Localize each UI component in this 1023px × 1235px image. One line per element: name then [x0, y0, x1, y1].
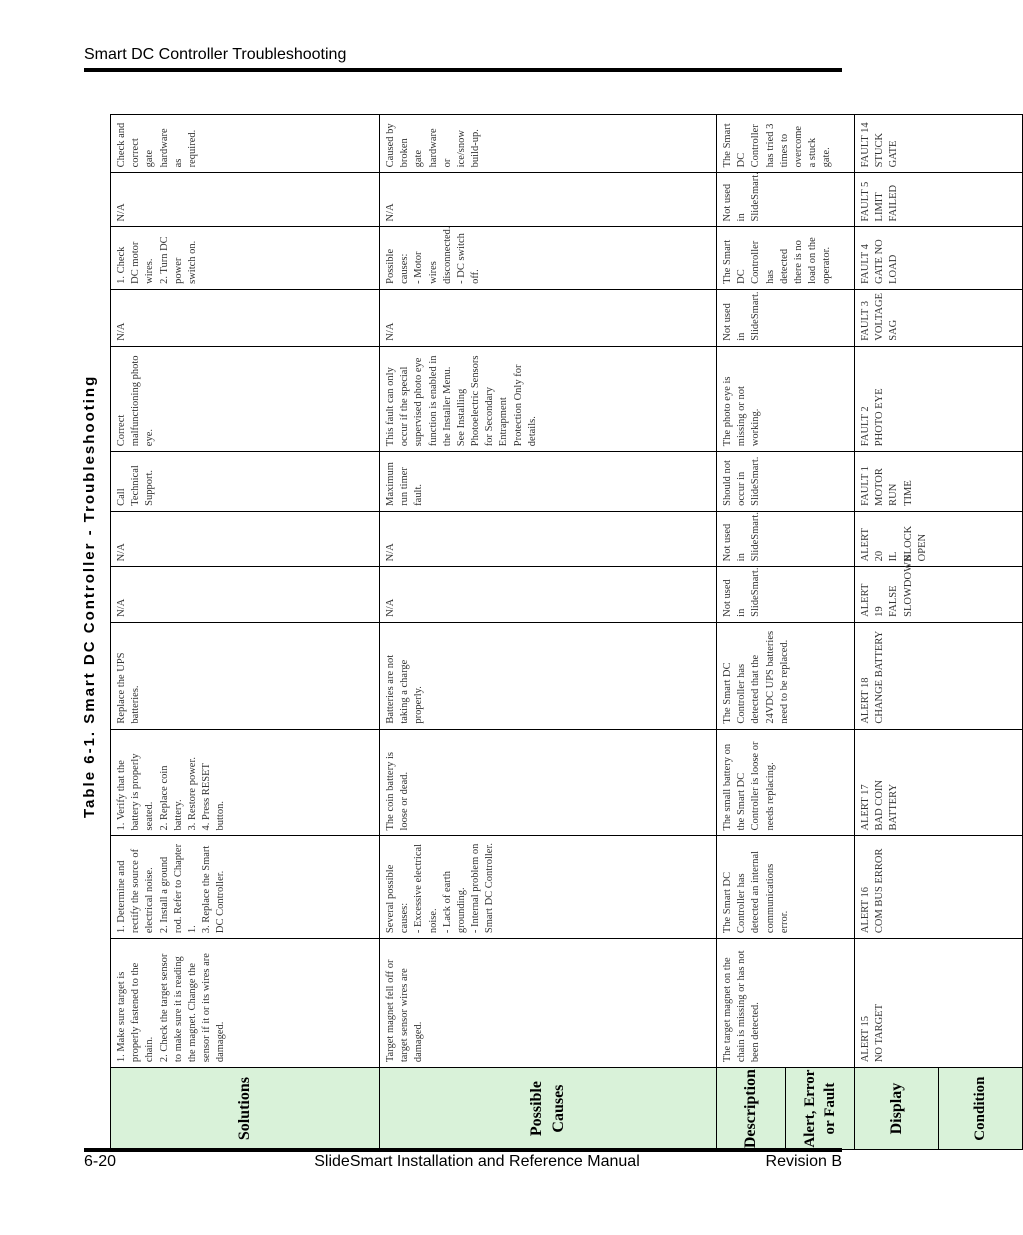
cell-line: N/A [385, 322, 396, 341]
cell-line: ALERT 15 [860, 1016, 871, 1063]
cell-line: VOLTAGE SAG [874, 292, 900, 341]
manual-title: SlideSmart Installation and Reference Manual [314, 1153, 640, 1170]
cell-line: FALSE SLOWDOWN [888, 554, 914, 617]
condition-subheader: Condition [972, 1076, 989, 1141]
cell-line: COM BUS ERROR [874, 848, 886, 934]
display-group-header: Display [855, 1068, 939, 1149]
cell-condition [855, 173, 1023, 227]
cell-line: The coin battery is loose or dead. [385, 752, 411, 831]
cell-solutions [111, 227, 380, 289]
cell-line: ALERT 18 [860, 677, 871, 724]
band-alert-description [717, 115, 855, 1150]
band-possible-causes [380, 115, 717, 1150]
cell-solutions [111, 452, 380, 512]
cell-solutions [111, 939, 380, 1068]
cell-condition [855, 227, 1023, 289]
cell-line: LIMIT FAILED [874, 184, 900, 222]
cell-line: ALERT 19 [860, 583, 886, 617]
cell-possible-causes [380, 567, 717, 622]
cell-line: GATE NO LOAD [874, 239, 900, 284]
cell-solutions [111, 115, 380, 173]
cell-solutions [111, 729, 380, 836]
cell-line: The photo eye is missing or not working. [722, 376, 762, 447]
cell-line: The target magnet on the chain is missing or has not been detected. [722, 950, 762, 1063]
cell-line: ALERT 16 [860, 887, 871, 934]
cell-line: 2. Turn DC power switch on. [158, 236, 198, 284]
cell-solutions [111, 567, 380, 622]
cell-line: FAULT 5 [860, 181, 871, 222]
cell-possible-causes [380, 115, 717, 173]
cell-line: Target magnet fell off or target sensor wires are damaged. [385, 959, 425, 1063]
cell-possible-causes [380, 939, 717, 1068]
cell-condition [855, 452, 1023, 512]
cell-condition [855, 836, 1023, 939]
troubleshooting-table-container [110, 114, 989, 1150]
cell-condition [855, 729, 1023, 836]
cell-line: The Smart DC Controller has detected an internal communications error. [722, 850, 790, 934]
cell-line: FAULT 3 [860, 300, 871, 341]
cell-line: STUCK GATE [874, 132, 900, 168]
possible-causes-header: Possible Causes [380, 1068, 717, 1150]
cell-solutions [111, 622, 380, 729]
cell-alert-description [717, 115, 855, 173]
cell-line: 3. Replace the Smart DC Controller. [201, 845, 227, 934]
cell-line: N/A [385, 598, 396, 617]
cell-line: Caused by broken gate hardware or ice/snow build-up. [385, 123, 482, 168]
cell-line: Not used in SlideSmart. [722, 512, 762, 562]
cell-line: N/A [385, 203, 396, 222]
cell-line: 1. Make sure target is properly fastened to the chain. [116, 962, 156, 1063]
cell-line: FAULT 14 [860, 122, 871, 168]
cell-condition [855, 346, 1023, 451]
solutions-header: Solutions [111, 1068, 380, 1150]
cell-condition [855, 939, 1023, 1068]
condition-header [855, 1068, 1023, 1150]
cell-line: FAULT 1 [860, 466, 871, 506]
cell-line: 1. Verify that the battery is properly seated. [116, 753, 156, 831]
cell-possible-causes [380, 729, 717, 836]
cell-line: BAD COIN BATTERY [874, 780, 900, 831]
cell-alert-description [717, 622, 855, 729]
cell-line: - Lack of earth grounding. [441, 871, 467, 934]
cell-alert-description [717, 452, 855, 512]
cell-line: - DC switch off. [455, 233, 482, 284]
description-group-header: Description [717, 1068, 786, 1149]
cell-line: Not used in SlideSmart. [722, 172, 762, 222]
cell-possible-causes [380, 452, 717, 512]
cell-line: 4. Press RESET button. [201, 763, 227, 831]
cell-possible-causes [380, 622, 717, 729]
cell-line: 1. Check DC motor wires. [116, 241, 156, 284]
cell-possible-causes [380, 511, 717, 566]
cell-line: This fault can only occur if the special supervised photo eye function is enabled in the Installer Menu. See Installing Photoelectric Sensors for Secondary Entrapment Protection Only for details. [385, 355, 538, 447]
cell-line: PHOTO EYE [874, 388, 886, 447]
cell-condition [855, 289, 1023, 346]
cell-solutions [111, 346, 380, 451]
cell-alert-description [717, 289, 855, 346]
cell-alert-description [717, 173, 855, 227]
cell-solutions [111, 289, 380, 346]
alert-description-subheader: Alert, Error or Fault [801, 1069, 838, 1148]
alert-description-header [717, 1068, 855, 1150]
cell-line: FAULT 2 [860, 406, 871, 447]
cell-possible-causes [380, 346, 717, 451]
cell-alert-description [717, 346, 855, 451]
cell-line: The Smart DC Controller has detected there is no load on the operator. [722, 237, 833, 284]
band-condition [855, 115, 1023, 1150]
cell-solutions [111, 511, 380, 566]
cell-line: Should not occur in SlideSmart. [722, 456, 762, 506]
cell-line: The Smart DC Controller has detected that the 24VDC UPS batteries need to be replaced. [722, 630, 790, 724]
cell-line: Maximum run timer fault. [385, 462, 425, 506]
cell-line: Possible causes: [385, 248, 411, 284]
cell-line: Correct malfunctioning photo eye. [116, 355, 156, 447]
cell-line: Replace the UPS batteries. [116, 652, 142, 724]
cell-alert-description [717, 227, 855, 289]
cell-line: NO TARGET [874, 1003, 886, 1063]
cell-alert-description [717, 729, 855, 836]
cell-solutions [111, 173, 380, 227]
cell-line: CHANGE BATTERY [874, 630, 886, 724]
cell-line: Several possible causes: [385, 864, 411, 934]
cell-possible-causes [380, 173, 717, 227]
cell-line: FAULT 4 [860, 244, 871, 284]
revision-label: Revision B [765, 1153, 842, 1170]
table-caption: Table 6-1. Smart DC Controller - Troubleshooting [81, 374, 98, 818]
cell-line: Check and correct gate hardware as required. [116, 122, 198, 168]
cell-line: N/A [116, 543, 127, 562]
cell-line: N/A [116, 598, 127, 617]
cell-line: Not used in SlideSmart. [722, 567, 762, 617]
cell-line: The small battery on the Smart DC Controller is loose or needs replacing. [722, 741, 776, 831]
cell-possible-causes [380, 289, 717, 346]
cell-line: 2. Check the target sensor to make sure it is reading the magnet. Change the sensor if it or its wires are damaged. [158, 953, 227, 1063]
cell-condition [855, 115, 1023, 173]
cell-line: 3. Restore power. [186, 756, 198, 831]
cell-line: N/A [116, 203, 127, 222]
cell-line: 2. Replace coin battery. [158, 765, 184, 831]
cell-solutions [111, 836, 380, 939]
cell-line: ALERT 17 [860, 784, 871, 831]
cell-line: Not used in SlideSmart. [722, 291, 762, 341]
cell-line: N/A [116, 322, 127, 341]
cell-line: - Motor wires disconnected. [413, 226, 453, 284]
cell-possible-causes [380, 836, 717, 939]
cell-alert-description [717, 836, 855, 939]
header-rule [84, 68, 842, 72]
cell-alert-description [717, 511, 855, 566]
cell-condition [855, 622, 1023, 729]
cell-condition [855, 554, 1023, 622]
cell-possible-causes [380, 227, 717, 289]
cell-line: 2. Install a ground rod. Refer to Chapter 1. [158, 843, 198, 934]
running-title: Smart DC Controller Troubleshooting [84, 46, 347, 63]
cell-line: ALERT 20 [860, 528, 886, 562]
band-solutions [111, 115, 380, 1150]
cell-alert-description [717, 939, 855, 1068]
troubleshooting-table [110, 114, 1023, 1150]
cell-line: The Smart DC Controller has tried 3 times to overcome a stuck gate. [722, 123, 833, 168]
cell-alert-description [717, 567, 855, 622]
cell-condition [855, 511, 1023, 566]
cell-line: 1. Determine and rectify the source of electrical noise. [116, 848, 156, 934]
footer-rule [84, 1148, 842, 1152]
cell-line: Call Technical Support. [116, 465, 156, 506]
cell-line: N/A [385, 543, 396, 562]
cell-line: MOTOR RUN TIME [874, 468, 914, 506]
cell-line: - Excessive electrical noise. [413, 843, 439, 934]
cell-line: IL BLOCK OPEN [888, 525, 928, 562]
cell-line: Batteries are not taking a charge properly. [385, 654, 425, 724]
cell-line: - Internal problem on Smart DC Controller. [470, 843, 496, 934]
page-number: 6-20 [84, 1153, 117, 1170]
